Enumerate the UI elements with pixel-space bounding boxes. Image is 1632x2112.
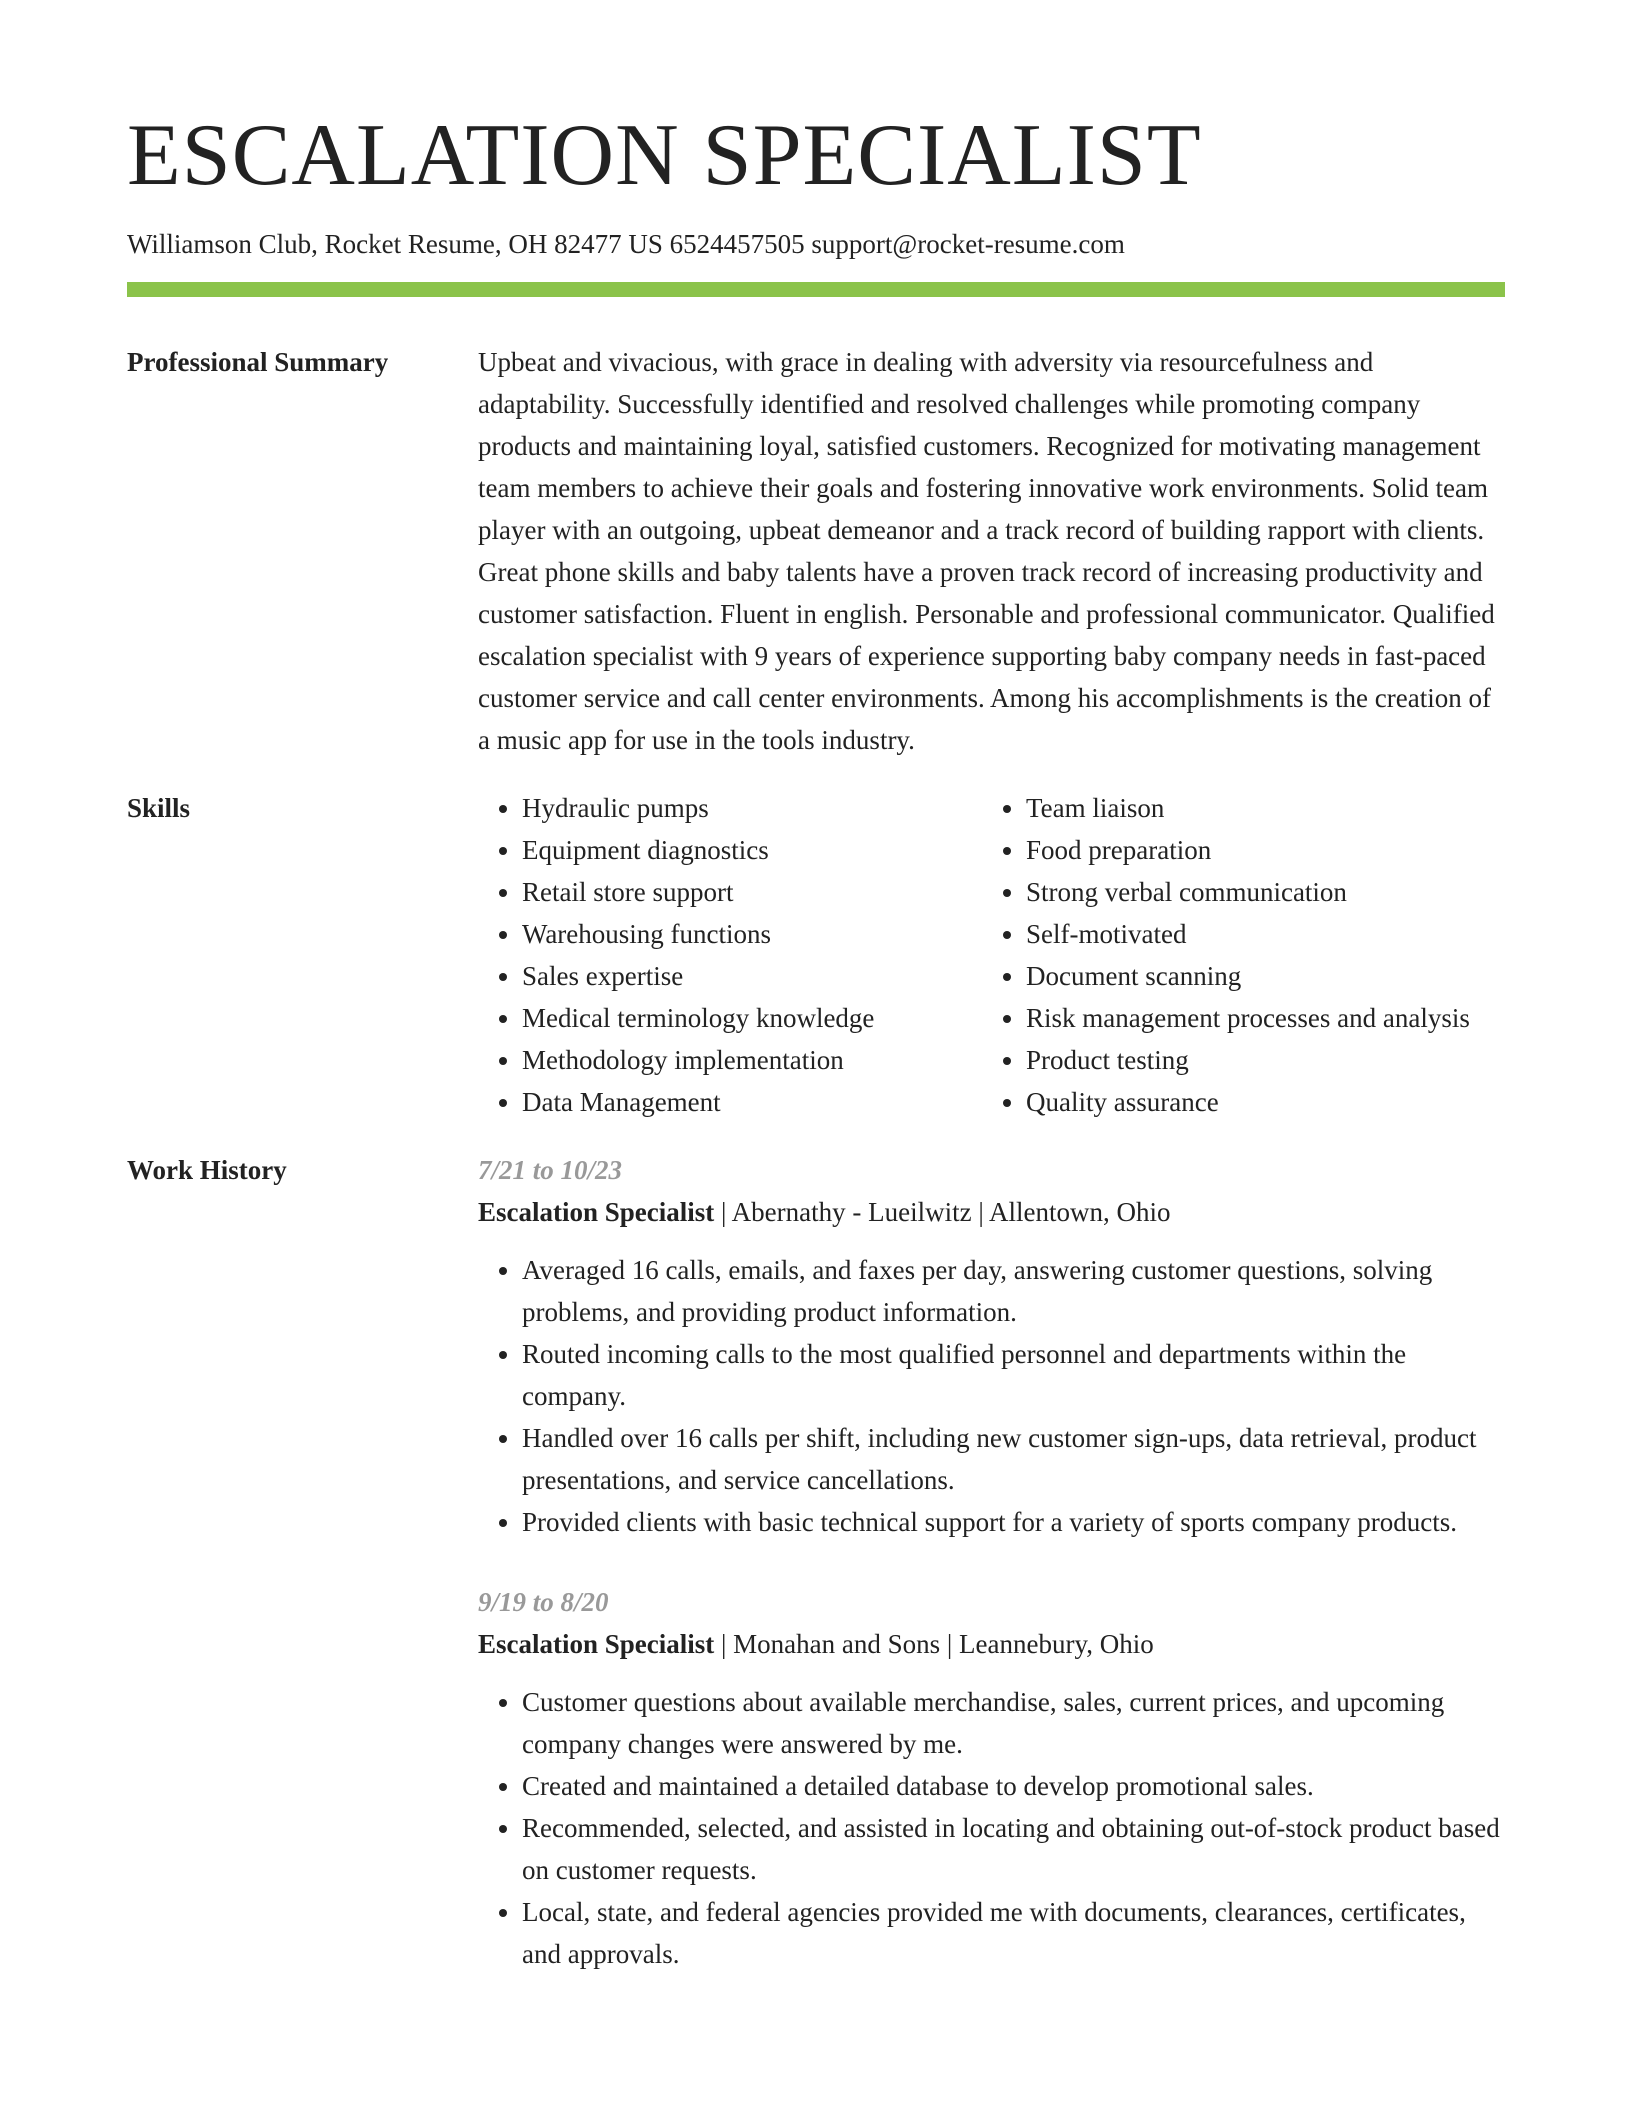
job-title: Escalation Specialist xyxy=(478,1629,715,1660)
job-dates: 7/21 to 10/23 xyxy=(478,1155,623,1186)
summary-label: Professional Summary xyxy=(127,347,389,378)
skill-item: • Medical terminology knowledge xyxy=(522,997,982,1039)
work-history-body xyxy=(478,1149,1505,2013)
work-history-label: Work History xyxy=(127,1155,287,1186)
job-bullet: • Routed incoming calls to the most qualified personnel and departments within the company. xyxy=(522,1333,1505,1417)
skill-item: • Product testing xyxy=(1026,1039,1528,1081)
skills-label: Skills xyxy=(127,793,191,824)
skill-item: • Warehousing functions xyxy=(522,913,982,955)
skill-item: • Quality assurance xyxy=(1026,1081,1528,1123)
skill-item: • Retail store support xyxy=(522,871,982,913)
job-entry xyxy=(478,1581,1505,1975)
job-bullet: • Averaged 16 calls, emails, and faxes per day, answering customer questions, solving problems, and providing product information. xyxy=(522,1249,1505,1333)
skills-section xyxy=(127,795,1505,1123)
resume-title: ESCALATION SPECIALIST xyxy=(127,107,1202,204)
skill-item: • Self-motivated xyxy=(1026,913,1528,955)
job-bullet: • Customer questions about available merchandise, sales, current prices, and upcoming company changes were answered by me. xyxy=(522,1681,1505,1765)
job-bullet: • Created and maintained a detailed database to develop promotional sales. xyxy=(522,1765,1505,1807)
job-bullet: • Recommended, selected, and assisted in locating and obtaining out-of-stock product based on customer requests. xyxy=(522,1807,1505,1891)
job-details: | Abernathy - Lueilwitz | Allentown, Ohio xyxy=(714,1197,1171,1228)
skill-item: • Team liaison xyxy=(1026,787,1528,829)
skill-item: • Document scanning xyxy=(1026,955,1528,997)
skill-item: • Equipment diagnostics xyxy=(522,829,982,871)
job-bullets xyxy=(478,1681,1505,1975)
job-title-line xyxy=(478,1623,1505,1665)
contact-line: Williamson Club, Rocket Resume, OH 82477 US 6524457505 support@rocket-resume.com xyxy=(127,229,1125,259)
job-bullets xyxy=(478,1249,1505,1543)
work-history-section xyxy=(127,1157,1505,2013)
skill-item: • Food preparation xyxy=(1026,829,1528,871)
job-title-line xyxy=(478,1191,1505,1233)
skill-item: • Hydraulic pumps xyxy=(522,787,982,829)
skill-item: • Sales expertise xyxy=(522,955,982,997)
job-bullet: • Provided clients with basic technical support for a variety of sports company products. xyxy=(522,1501,1505,1543)
skill-item: • Risk management processes and analysis xyxy=(1026,997,1528,1039)
skills-list-left xyxy=(478,787,982,1123)
job-entry xyxy=(478,1149,1505,1543)
job-bullet: • Local, state, and federal agencies provided me with documents, clearances, certificates, and approvals. xyxy=(522,1891,1505,1975)
skill-item: • Data Management xyxy=(522,1081,982,1123)
job-title: Escalation Specialist xyxy=(478,1197,715,1228)
job-dates: 9/19 to 8/20 xyxy=(478,1587,609,1618)
skills-list-right xyxy=(982,787,1528,1123)
job-bullet: • Handled over 16 calls per shift, including new customer sign-ups, data retrieval, product presentations, and service cancellations. xyxy=(522,1417,1505,1501)
header-divider xyxy=(127,282,1505,297)
skill-item: • Methodology implementation xyxy=(522,1039,982,1081)
summary-body xyxy=(478,341,1505,761)
skills-grid xyxy=(478,787,1528,1123)
summary-section xyxy=(127,349,1505,761)
skill-item: • Strong verbal communication xyxy=(1026,871,1528,913)
skills-body xyxy=(478,787,1528,1123)
summary-text: Upbeat and vivacious, with grace in dealing with adversity via resourcefulness and adaptability. Successfully identified and resolved challenges while promoting company products and maintaining loyal, satisfied customers. Recognized for motivating management team members to achieve their goals and fostering innovative work environments. Solid team player with an outgoing, upbeat demeanor and a track record of building rapport with clients. Great phone skills and baby talents have a proven track record of increasing productivity and customer satisfaction. Fluent in english. Personable and professional communicator. Qualified escalation specialist with 9 years of experience supporting baby company needs in fast-paced customer service and call center environments. Among his accomplishments is the creation of a music app for use in the tools industry. xyxy=(478,347,1495,756)
job-details: | Monahan and Sons | Leannebury, Ohio xyxy=(714,1629,1154,1660)
